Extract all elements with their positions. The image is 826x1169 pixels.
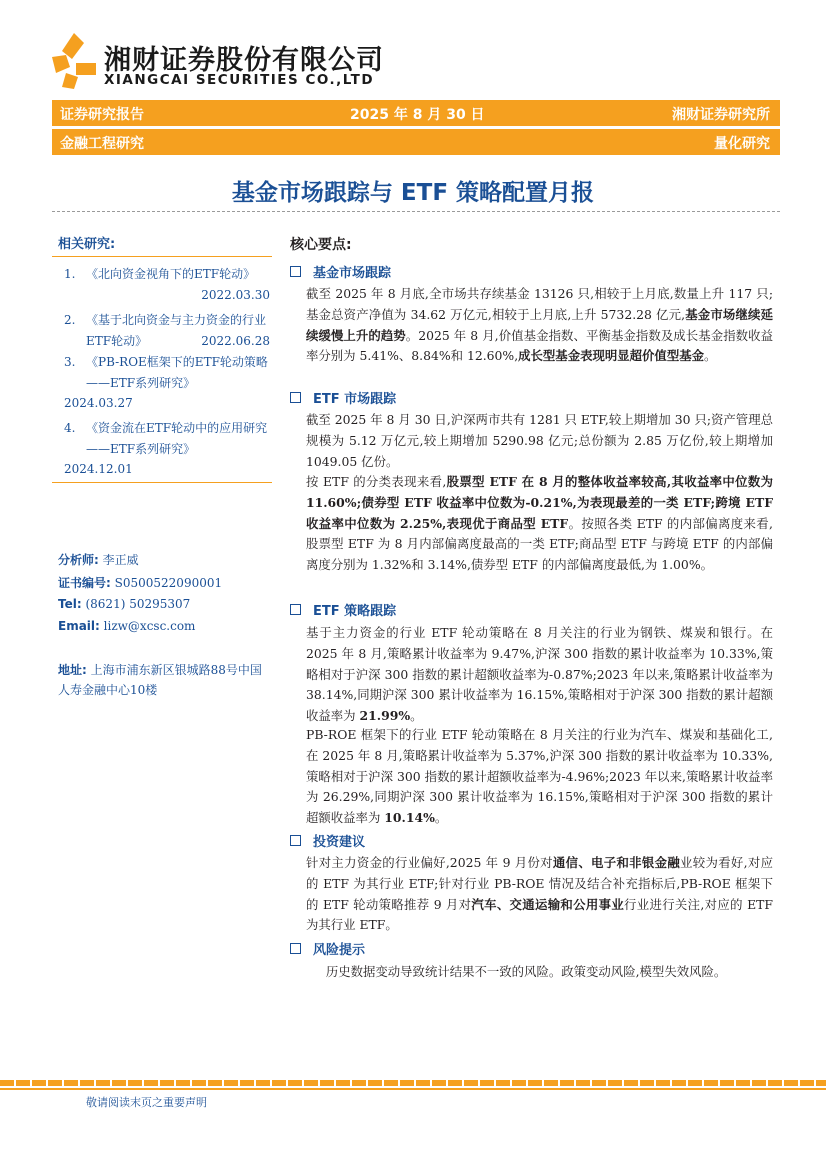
square-bullet-icon xyxy=(290,266,301,277)
analyst-label: 分析师: xyxy=(58,553,99,567)
research-category: 量化研究 xyxy=(714,136,770,152)
section-title: 基金市场跟踪 xyxy=(313,266,392,281)
square-bullet-icon xyxy=(290,392,301,403)
etf-market-paragraph-2 xyxy=(306,472,773,576)
ref-title[interactable]: 《基于北向资金与主力资金的行业ETF轮动》 xyxy=(86,313,267,348)
ref-title[interactable]: 《PB-ROE框架下的ETF轮动策略——ETF系列研究》 xyxy=(86,355,268,390)
company-name-en: XIANGCAI SECURITIES CO.,LTD xyxy=(104,72,375,88)
emphasis-run: 汽车、交通运输和公用事业 xyxy=(471,896,625,912)
sidebar-divider-top xyxy=(52,256,272,257)
fund-market-paragraph xyxy=(306,284,773,367)
text-run: 针对主力资金的行业偏好,2025 年 9 月份对 xyxy=(306,855,553,870)
ref-number: 3. xyxy=(64,355,76,369)
xiangcai-logo-icon xyxy=(52,33,98,89)
core-points-heading: 核心要点: xyxy=(290,237,352,253)
text-run: 历史数据变动导致统计结果不一致的风险。政策变动风险,模型失效风险。 xyxy=(325,964,727,979)
text-run: 。2025 年 8 月,价值基金指数、平衡基金指数及成长基金指数收益率分别为 5.41%、8.84%和 12.60%, xyxy=(306,327,774,364)
text-run: 按 ETF 的分类表现来看, xyxy=(306,474,447,489)
address-text: 上海市浦东新区银城路88号中国人寿金融中心10楼 xyxy=(58,663,262,697)
email-address[interactable]: lizw@xcsc.com xyxy=(103,619,196,633)
related-research-item[interactable] xyxy=(64,418,272,480)
footer-disclaimer[interactable]: 敬请阅读末页之重要声明 xyxy=(86,1096,207,1109)
emphasis-run: 21.99% xyxy=(359,708,411,724)
section-fund-market xyxy=(290,262,391,281)
title-divider xyxy=(52,211,780,212)
section-etf-strategy xyxy=(290,600,396,619)
tel-label: Tel: xyxy=(58,597,82,611)
emphasis-run: 通信、电子和非银金融 xyxy=(552,855,681,870)
ref-number: 2. xyxy=(64,313,76,327)
institute-name: 湘财证券研究所 xyxy=(672,107,770,123)
square-bullet-icon xyxy=(290,835,301,846)
ref-date: 2024.12.01 xyxy=(64,462,133,476)
emphasis-run: 10.14% xyxy=(384,810,435,826)
section-risk-warning xyxy=(290,939,365,958)
ref-date: 2024.03.27 xyxy=(64,396,133,410)
section-title: ETF 策略跟踪 xyxy=(313,604,397,619)
ref-title[interactable]: 《资金流在ETF轮动中的应用研究——ETF系列研究》 xyxy=(86,421,268,456)
etf-market-paragraph-1 xyxy=(306,410,773,472)
footer-line xyxy=(0,1088,826,1090)
cert-label: 证书编号: xyxy=(58,576,111,590)
header-band-top xyxy=(52,100,780,126)
text-run: 。按照各类 ETF 的内部偏离度来看,股票型 ETF 为 8 月内部偏离度最高的一类 ETF;商品型 ETF 与跨境 ETF 的内部偏离度分别为 1.32%和 3.14%,债券型 ETF 的内部偏离度最低,为 1.00%。 xyxy=(306,515,773,573)
related-research-item[interactable] xyxy=(64,310,272,351)
report-date: 2025 年 8 月 30 日 xyxy=(350,107,485,123)
text-run: 基于主力资金的行业 ETF 轮动策略在 8 月关注的行业为钢铁、煤炭和银行。在 2025 年 8 月,策略累计收益率为 9.47%,沪深 300 指数的累计收益率为 10.33%,策略相对于沪深 300 指数的累计超额收益率为-0.87%;2023 年以来,策略累计收益率为 38.14%,同期沪深 300 累计收益率为 16.15%,策略相对于沪深 300 指数的累计超额收益率为 xyxy=(306,625,773,724)
analyst-name: 李正威 xyxy=(102,553,139,567)
text-run: 业较为看好,对应的 ETF 为其行业 ETF;针对行业 PB-ROE 情况及结合补充指标后,PB-ROE 框架下的 ETF 轮动策略推荐 9 月对 xyxy=(306,855,773,912)
text-run: 。 xyxy=(704,348,717,364)
text-run: 截至 2025 年 8 月底,全市场共存续基金 13126 只,相较于上月底,数量上升 117 只;基金总资产净值为 34.62 万亿元,相较于上月底,上升 5732.28 亿元, xyxy=(306,286,773,322)
text-run: 行业进行关注,对应的 ETF 为其行业 ETF。 xyxy=(306,896,773,933)
etf-strategy-paragraph-1 xyxy=(306,623,773,727)
square-bullet-icon xyxy=(290,943,301,954)
research-field: 金融工程研究 xyxy=(60,136,144,152)
analyst-row xyxy=(58,551,139,568)
related-research-item[interactable] xyxy=(64,264,272,305)
section-etf-market xyxy=(290,388,396,407)
tel-number: (8621) 50295307 xyxy=(85,597,191,611)
address-row xyxy=(58,660,272,700)
investment-advice-paragraph xyxy=(306,853,773,936)
ref-date: 2022.03.30 xyxy=(201,287,270,302)
section-title: 风险提示 xyxy=(313,943,366,958)
emphasis-run: 成长型基金表现明显超价值型基金 xyxy=(518,348,704,364)
emphasis-run: 基金市场继续延续缓慢上升的趋势 xyxy=(306,306,774,343)
ref-title[interactable]: 《北向资金视角下的ETF轮动》 xyxy=(86,267,256,281)
section-investment-advice xyxy=(290,831,365,850)
text-run: 。 xyxy=(434,810,448,826)
related-research-item[interactable] xyxy=(64,352,272,414)
risk-warning-paragraph xyxy=(306,962,773,983)
etf-strategy-paragraph-2 xyxy=(306,725,773,829)
address-label: 地址: xyxy=(58,663,87,677)
text-run: PB-ROE 框架下的行业 ETF 轮动策略在 8 月关注的行业为汽车、煤炭和基础化工,在 2025 年 8 月,策略累计收益率为 5.37%,沪深 300 指数的累计收益率为 10.33%,策略相对于沪深 300 指数的累计超额收益率为-4.96%;2023 年以来,策略累计收益率为 26.29%,同期沪深 300 累计收益率为 16.15%,策略相对于沪深 300 指数的累计超额收益率为 xyxy=(306,727,773,826)
ref-number: 1. xyxy=(64,267,76,281)
header-band-bottom xyxy=(52,129,780,155)
email-label: Email: xyxy=(58,619,100,633)
text-run: 。 xyxy=(410,708,423,724)
email-row xyxy=(58,619,195,633)
cert-number: S0500522090001 xyxy=(114,576,223,590)
ref-number: 4. xyxy=(64,421,76,435)
sidebar-divider-bottom xyxy=(52,482,272,483)
square-bullet-icon xyxy=(290,604,301,615)
footer-stripe xyxy=(0,1080,826,1086)
related-research-heading: 相关研究: xyxy=(58,237,116,252)
report-type: 证券研究报告 xyxy=(60,107,144,123)
company-name-cn: 湘财证券股份有限公司 xyxy=(104,45,384,76)
ref-date: 2022.06.28 xyxy=(201,333,270,348)
text-run: 截至 2025 年 8 月 30 日,沪深两市共有 1281 只 ETF,较上期增加 30 只;资产管理总规模为 5.12 万亿元,较上期增加 5290.98 亿元;总份额为 2.85 万亿份,较上期增加 1049.05 亿份。 xyxy=(306,412,773,469)
section-title: 投资建议 xyxy=(313,835,366,850)
page-title: 基金市场跟踪与 ETF 策略配置月报 xyxy=(231,180,595,206)
cert-row xyxy=(58,574,222,591)
emphasis-run: 股票型 ETF 在 8 月的整体收益率较高,其收益率中位数为 11.60%;债券型 ETF 收益率中位数为-0.21%,为表现最差的一类 ETF;跨境 ETF 收益率中位数为 2.25%,表现优于商品型 ETF xyxy=(306,474,773,531)
tel-row xyxy=(58,597,190,611)
section-title: ETF 市场跟踪 xyxy=(313,392,397,407)
